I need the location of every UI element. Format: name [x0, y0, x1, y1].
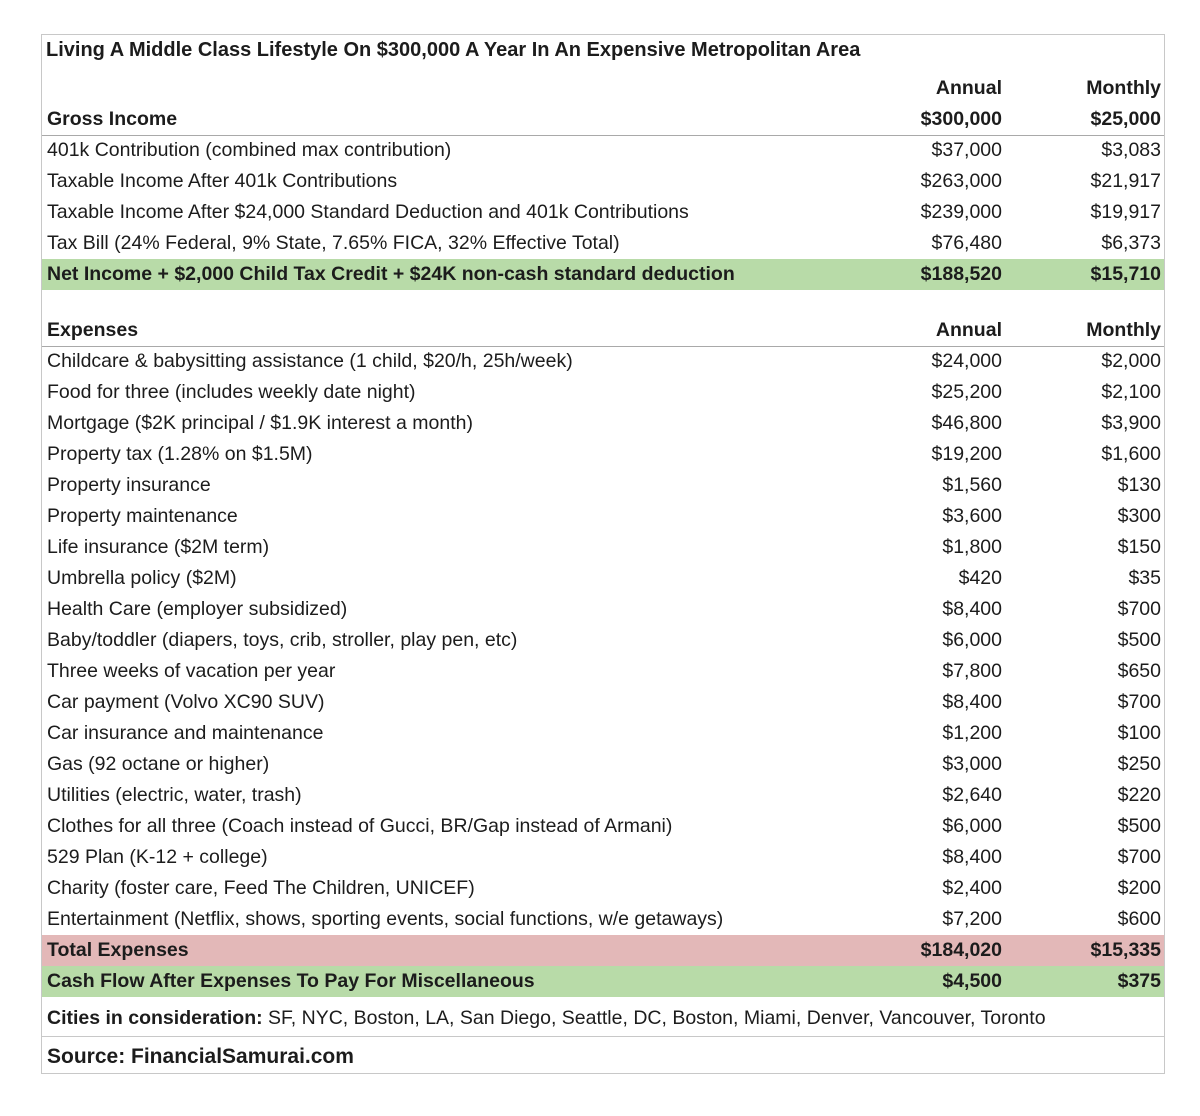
row-label: Three weeks of vacation per year	[47, 660, 336, 682]
net-income-row	[42, 259, 1164, 290]
row-annual: $300,000	[920, 108, 1002, 130]
row-monthly: $500	[1117, 629, 1161, 651]
row-label: Baby/toddler (diapers, toys, crib, stroller, play pen, etc)	[47, 629, 518, 651]
row-annual: $239,000	[920, 201, 1002, 223]
row-monthly: $500	[1117, 815, 1161, 837]
row-monthly: $3,900	[1101, 412, 1161, 434]
income-row	[42, 135, 1164, 166]
row-label: Cash Flow After Expenses To Pay For Miscellaneous	[47, 970, 535, 992]
expenses-monthly-header: Monthly	[1086, 319, 1161, 341]
budget-table	[41, 34, 1165, 1074]
row-monthly: $25,000	[1090, 108, 1161, 130]
row-annual: $8,400	[942, 598, 1002, 620]
row-annual: $3,000	[942, 753, 1002, 775]
row-label: Tax Bill (24% Federal, 9% State, 7.65% FICA, 32% Effective Total)	[47, 232, 620, 254]
row-annual: $24,000	[931, 350, 1002, 372]
row-label: Car payment (Volvo XC90 SUV)	[47, 691, 325, 713]
expense-row	[42, 377, 1164, 408]
row-monthly: $700	[1117, 598, 1161, 620]
row-label: Food for three (includes weekly date night)	[47, 381, 416, 403]
row-label: Property insurance	[47, 474, 211, 496]
expense-row	[42, 470, 1164, 501]
expense-row	[42, 563, 1164, 594]
row-monthly: $2,000	[1101, 350, 1161, 372]
row-label: Total Expenses	[47, 939, 189, 961]
row-annual: $6,000	[942, 815, 1002, 837]
expenses-annual-header: Annual	[935, 319, 1002, 341]
cities-label: Cities in consideration:	[47, 1007, 263, 1029]
row-label: Gross Income	[47, 108, 178, 130]
row-annual: $3,600	[942, 505, 1002, 527]
row-label: Car insurance and maintenance	[47, 722, 324, 744]
expense-row	[42, 811, 1164, 842]
row-annual: $8,400	[942, 691, 1002, 713]
row-annual: $46,800	[931, 412, 1002, 434]
income-row	[42, 228, 1164, 259]
divider	[42, 1036, 1164, 1037]
row-annual: $6,000	[942, 629, 1002, 651]
row-annual: $76,480	[931, 232, 1002, 254]
table-title: Living A Middle Class Lifestyle On $300,000 A Year In An Expensive Metropolitan Area	[46, 39, 861, 61]
row-monthly: $1,600	[1101, 443, 1161, 465]
row-annual: $25,200	[931, 381, 1002, 403]
row-annual: $2,400	[942, 877, 1002, 899]
expense-row	[42, 346, 1164, 377]
source-credit: Source: FinancialSamurai.com	[47, 1045, 354, 1068]
income-row	[42, 166, 1164, 197]
income-row	[42, 197, 1164, 228]
row-monthly: $650	[1117, 660, 1161, 682]
row-label: Mortgage ($2K principal / $1.9K interest a month)	[47, 412, 473, 434]
income-annual-header: Annual	[935, 77, 1002, 99]
row-annual: $1,200	[942, 722, 1002, 744]
row-monthly: $100	[1117, 722, 1161, 744]
cities-note	[47, 1005, 1046, 1031]
row-label: Life insurance ($2M term)	[47, 536, 270, 558]
row-annual: $2,640	[942, 784, 1002, 806]
expense-row	[42, 749, 1164, 780]
row-monthly: $15,335	[1090, 939, 1161, 961]
row-monthly: $35	[1128, 567, 1161, 589]
row-label: Health Care (employer subsidized)	[47, 598, 348, 620]
row-monthly: $3,083	[1101, 139, 1161, 161]
row-monthly: $600	[1117, 908, 1161, 930]
expenses-header-label: Expenses	[47, 319, 139, 341]
expense-row	[42, 780, 1164, 811]
expense-row	[42, 594, 1164, 625]
expense-row	[42, 439, 1164, 470]
cash-flow-row	[42, 966, 1164, 997]
row-annual: $1,800	[942, 536, 1002, 558]
row-monthly: $250	[1117, 753, 1161, 775]
row-label: 401k Contribution (combined max contribution)	[47, 139, 452, 161]
row-label: Entertainment (Netflix, shows, sporting events, social functions, w/e getaways)	[47, 908, 724, 930]
expense-row	[42, 408, 1164, 439]
income-column-header-row	[42, 73, 1164, 104]
row-label: Childcare & babysitting assistance (1 child, $20/h, 25h/week)	[47, 350, 573, 372]
expense-row	[42, 873, 1164, 904]
expense-row	[42, 718, 1164, 749]
income-monthly-header: Monthly	[1086, 77, 1161, 99]
row-label: Property maintenance	[47, 505, 238, 527]
row-monthly: $200	[1117, 877, 1161, 899]
row-label: Utilities (electric, water, trash)	[47, 784, 302, 806]
row-annual: $7,800	[942, 660, 1002, 682]
expense-row	[42, 532, 1164, 563]
expense-row	[42, 625, 1164, 656]
row-monthly: $700	[1117, 846, 1161, 868]
row-annual: $19,200	[931, 443, 1002, 465]
cities-list: SF, NYC, Boston, LA, San Diego, Seattle, DC, Boston, Miami, Denver, Vancouver, Toronto	[268, 1007, 1046, 1029]
row-annual: $8,400	[942, 846, 1002, 868]
expense-row	[42, 501, 1164, 532]
expense-row	[42, 656, 1164, 687]
row-label: 529 Plan (K-12 + college)	[47, 846, 268, 868]
total-expenses-row	[42, 935, 1164, 966]
expenses-header-row	[42, 315, 1164, 347]
row-monthly: $150	[1117, 536, 1161, 558]
expense-row	[42, 842, 1164, 873]
row-annual: $188,520	[920, 263, 1002, 285]
expense-row	[42, 904, 1164, 935]
row-monthly: $300	[1117, 505, 1161, 527]
row-monthly: $21,917	[1090, 170, 1161, 192]
row-monthly: $375	[1117, 970, 1161, 992]
row-label: Property tax (1.28% on $1.5M)	[47, 443, 313, 465]
row-monthly: $19,917	[1090, 201, 1161, 223]
row-annual: $1,560	[942, 474, 1002, 496]
expense-row	[42, 687, 1164, 718]
row-label: Charity (foster care, Feed The Children, UNICEF)	[47, 877, 475, 899]
row-annual: $4,500	[942, 970, 1002, 992]
row-monthly: $130	[1117, 474, 1161, 496]
row-label: Net Income + $2,000 Child Tax Credit + $24K non-cash standard deduction	[47, 263, 735, 285]
row-monthly: $6,373	[1101, 232, 1161, 254]
row-annual: $37,000	[931, 139, 1002, 161]
gross-income-row	[42, 104, 1164, 136]
row-label: Taxable Income After 401k Contributions	[47, 170, 398, 192]
row-label: Clothes for all three (Coach instead of Gucci, BR/Gap instead of Armani)	[47, 815, 673, 837]
row-label: Gas (92 octane or higher)	[47, 753, 270, 775]
row-monthly: $15,710	[1090, 263, 1161, 285]
row-annual: $420	[958, 567, 1002, 589]
row-annual: $263,000	[920, 170, 1002, 192]
row-monthly: $700	[1117, 691, 1161, 713]
row-annual: $7,200	[942, 908, 1002, 930]
row-annual: $184,020	[920, 939, 1002, 961]
row-label: Taxable Income After $24,000 Standard Deduction and 401k Contributions	[47, 201, 689, 223]
row-monthly: $2,100	[1101, 381, 1161, 403]
row-label: Umbrella policy ($2M)	[47, 567, 237, 589]
row-monthly: $220	[1117, 784, 1161, 806]
